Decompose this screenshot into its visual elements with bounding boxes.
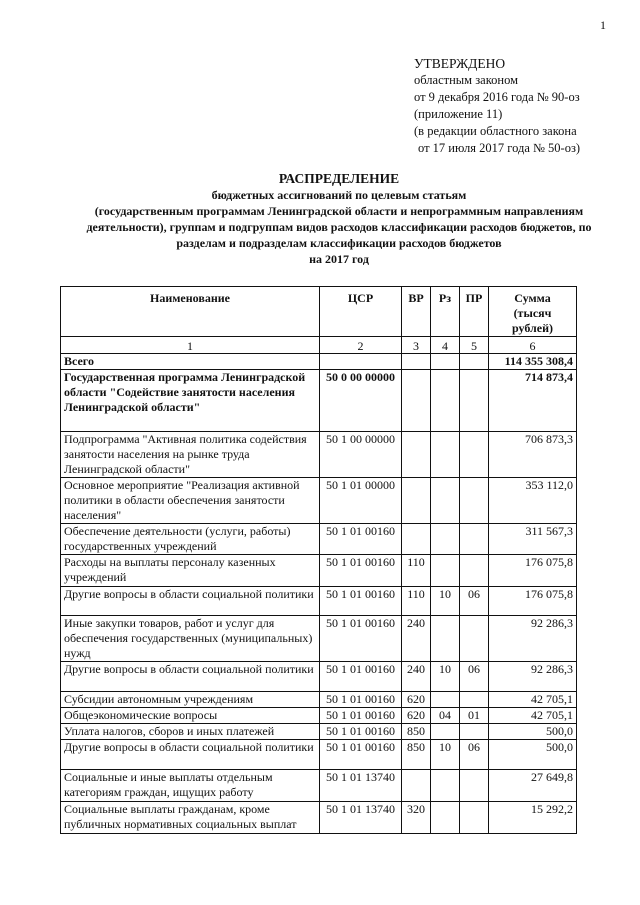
row-pr — [460, 555, 489, 587]
row-vr — [402, 770, 431, 802]
row-name: Уплата налогов, сборов и иных платежей — [61, 724, 320, 740]
table-row — [61, 708, 577, 724]
row-vr: 320 — [402, 802, 431, 834]
row-sum: 500,0 — [489, 740, 577, 770]
row-rz — [431, 770, 460, 802]
row-pr: 06 — [460, 662, 489, 692]
header-name: Наименование — [61, 287, 320, 337]
row-name: Социальные выплаты гражданам, кроме публичных нормативных социальных выплат — [61, 802, 320, 834]
row-pr — [460, 370, 489, 432]
approval-stamp — [414, 55, 580, 157]
header-vr: ВР — [402, 287, 431, 337]
column-number: 3 — [402, 337, 431, 354]
row-pr — [460, 770, 489, 802]
row-rz: 04 — [431, 708, 460, 724]
header-rz: Рз — [431, 287, 460, 337]
row-sum: 714 873,4 — [489, 370, 577, 432]
row-name: Иные закупки товаров, работ и услуг для обеспечения государственных (муниципальных) нужд — [61, 616, 320, 662]
document-title: РАСПРЕДЕЛЕНИЕ — [278, 171, 400, 186]
row-sum: 176 075,8 — [489, 587, 577, 616]
row-rz — [431, 616, 460, 662]
row-pr — [460, 802, 489, 834]
approval-line: от 17 июля 2017 года № 50-оз) — [418, 141, 581, 155]
title-subline: (государственным программам Ленинградской области и непрограммным направлениям — [94, 204, 584, 218]
row-vr: 240 — [402, 662, 431, 692]
row-rz — [431, 478, 460, 524]
row-sum: 176 075,8 — [489, 555, 577, 587]
row-name: Другие вопросы в области социальной политики — [61, 662, 320, 692]
row-pr — [460, 616, 489, 662]
approval-line: УТВЕРЖДЕНО — [414, 56, 506, 71]
row-vr: 240 — [402, 616, 431, 662]
header-sum — [489, 287, 577, 337]
row-rz — [431, 692, 460, 708]
row-pr — [460, 432, 489, 478]
approval-line: (приложение 11) — [414, 107, 503, 121]
row-vr: 850 — [402, 740, 431, 770]
title-subline: на 2017 год — [309, 252, 369, 266]
row-sum: 500,0 — [489, 724, 577, 740]
row-rz — [431, 802, 460, 834]
row-csr: 50 1 01 00160 — [320, 662, 402, 692]
row-pr: 06 — [460, 740, 489, 770]
table-row — [61, 587, 577, 616]
table-row — [61, 662, 577, 692]
column-number: 4 — [431, 337, 460, 354]
row-csr: 50 1 01 00160 — [320, 740, 402, 770]
row-sum: 706 873,3 — [489, 432, 577, 478]
column-number: 1 — [61, 337, 320, 354]
row-sum: 92 286,3 — [489, 616, 577, 662]
row-name: Социальные и иные выплаты отдельным категориям граждан, ищущих работу — [61, 770, 320, 802]
row-csr: 50 1 01 00160 — [320, 692, 402, 708]
header-csr: ЦСР — [320, 287, 402, 337]
row-rz — [431, 370, 460, 432]
row-sum: 92 286,3 — [489, 662, 577, 692]
row-rz — [431, 354, 460, 370]
approval-line: от 9 декабря 2016 года № 90-оз — [414, 90, 580, 104]
row-csr: 50 0 00 00000 — [320, 370, 402, 432]
table-row — [61, 478, 577, 524]
row-csr: 50 1 01 13740 — [320, 802, 402, 834]
row-pr — [460, 724, 489, 740]
row-vr — [402, 370, 431, 432]
row-name: Основное мероприятие "Реализация активной политики в области обеспечения занятости населения" — [61, 478, 320, 524]
budget-table — [60, 286, 577, 834]
row-csr: 50 1 01 00160 — [320, 724, 402, 740]
table-row — [61, 524, 577, 555]
row-rz — [431, 555, 460, 587]
row-sum: 42 705,1 — [489, 708, 577, 724]
title-subline: деятельности), группам и подгруппам видов расходов классификации расходов бюджетов, по — [86, 220, 592, 234]
row-vr — [402, 478, 431, 524]
row-sum: 353 112,0 — [489, 478, 577, 524]
row-pr — [460, 478, 489, 524]
title-subline: бюджетных ассигнований по целевым статьям — [211, 188, 467, 202]
page-number: 1 — [600, 18, 606, 32]
row-vr: 110 — [402, 555, 431, 587]
row-vr — [402, 432, 431, 478]
table-row — [61, 432, 577, 478]
row-rz: 10 — [431, 740, 460, 770]
column-number: 2 — [320, 337, 402, 354]
row-csr: 50 1 01 13740 — [320, 770, 402, 802]
header-sum-line1: Сумма — [514, 291, 551, 305]
document-title-block — [40, 170, 638, 267]
column-number: 5 — [460, 337, 489, 354]
table-row — [61, 724, 577, 740]
row-sum: 15 292,2 — [489, 802, 577, 834]
column-number: 6 — [489, 337, 577, 354]
column-number-row — [61, 337, 577, 354]
table-row — [61, 616, 577, 662]
header-pr: ПР — [460, 287, 489, 337]
row-csr: 50 1 01 00160 — [320, 616, 402, 662]
table-header-row — [61, 287, 577, 337]
row-name: Всего — [61, 354, 320, 370]
row-csr — [320, 354, 402, 370]
row-sum: 311 567,3 — [489, 524, 577, 555]
row-rz — [431, 724, 460, 740]
approval-line: (в редакции областного закона — [414, 124, 577, 138]
row-pr — [460, 692, 489, 708]
row-sum: 42 705,1 — [489, 692, 577, 708]
row-pr — [460, 524, 489, 555]
row-name: Обеспечение деятельности (услуги, работы) государственных учреждений — [61, 524, 320, 555]
row-csr: 50 1 01 00160 — [320, 524, 402, 555]
row-csr: 50 1 01 00000 — [320, 478, 402, 524]
row-vr — [402, 524, 431, 555]
row-name: Государственная программа Ленинградской области "Содействие занятости населения Ленинградской области" — [61, 370, 320, 432]
row-pr: 06 — [460, 587, 489, 616]
row-sum: 27 649,8 — [489, 770, 577, 802]
row-vr: 620 — [402, 708, 431, 724]
table-row — [61, 692, 577, 708]
row-csr: 50 1 01 00160 — [320, 708, 402, 724]
row-pr: 01 — [460, 708, 489, 724]
row-pr — [460, 354, 489, 370]
row-vr: 110 — [402, 587, 431, 616]
table-row — [61, 770, 577, 802]
approval-line: областным законом — [414, 73, 519, 87]
table-row — [61, 370, 577, 432]
row-rz: 10 — [431, 662, 460, 692]
row-csr: 50 1 00 00000 — [320, 432, 402, 478]
table-row — [61, 354, 577, 370]
row-vr: 850 — [402, 724, 431, 740]
row-rz: 10 — [431, 587, 460, 616]
row-name: Другие вопросы в области социальной политики — [61, 740, 320, 770]
row-sum: 114 355 308,4 — [489, 354, 577, 370]
row-name: Другие вопросы в области социальной политики — [61, 587, 320, 616]
row-name: Общеэкономические вопросы — [61, 708, 320, 724]
row-name: Расходы на выплаты персоналу казенных учреждений — [61, 555, 320, 587]
row-name: Подпрограмма "Активная политика содействия занятости населения на рынке труда Ленинградской области" — [61, 432, 320, 478]
row-csr: 50 1 01 00160 — [320, 587, 402, 616]
header-sum-line2: (тысяч рублей) — [511, 306, 554, 335]
row-csr: 50 1 01 00160 — [320, 555, 402, 587]
table-row — [61, 555, 577, 587]
table-row — [61, 802, 577, 834]
table-row — [61, 740, 577, 770]
row-vr: 620 — [402, 692, 431, 708]
row-rz — [431, 524, 460, 555]
row-name: Субсидии автономным учреждениям — [61, 692, 320, 708]
row-vr — [402, 354, 431, 370]
title-subline: разделам и подразделам классификации расходов бюджетов — [176, 236, 502, 250]
row-rz — [431, 432, 460, 478]
